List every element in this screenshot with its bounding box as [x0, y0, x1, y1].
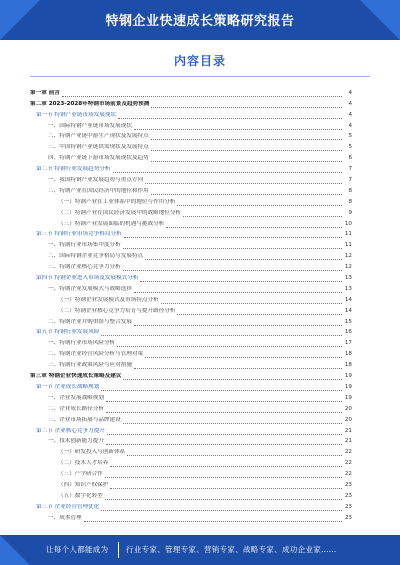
toc-entry[interactable] [30, 282, 352, 293]
toc-entry-page: 6 [348, 155, 352, 162]
toc-entry-label: 一、特钢企业发展模式与战略选择 [48, 285, 132, 292]
toc-leader-dots [118, 113, 342, 119]
toc-entry[interactable] [30, 173, 352, 184]
toc-entry-page: 23 [344, 481, 352, 488]
toc-entry-label: 二、特钢企业并购重组与整合发展 [48, 318, 132, 325]
toc-entry-page: 11 [344, 242, 352, 249]
toc-leader-dots [110, 483, 342, 489]
toc-entry-label: 第一节 特钢产业链市场发展现状 [36, 111, 117, 118]
toc-entry-page: 20 [344, 416, 352, 423]
toc-entry-label: 二、特钢产业链中游生产现状及发展特点 [48, 133, 149, 140]
toc-leader-dots [107, 429, 342, 435]
toc-entry-label: （二）特钢产业在国民经济发展中的战略地位分析 [58, 209, 182, 216]
toc-leader-dots [62, 91, 342, 97]
toc-entry[interactable] [30, 380, 352, 391]
toc-entry-page: 18 [344, 362, 352, 369]
toc-entry-page: 4 [348, 100, 352, 107]
toc-entry-page: 8 [348, 187, 352, 194]
toc-entry[interactable] [30, 217, 352, 228]
toc-entry-page: 23 [344, 503, 352, 510]
toc-leader-dots [101, 385, 342, 391]
toc-entry-page: 23 [344, 492, 352, 499]
toc-entry-page: 22 [344, 449, 352, 456]
toc-entry-label: 第五节 特钢行业发展风险 [36, 329, 100, 336]
toc-entry[interactable] [30, 228, 352, 239]
toc-entry-page: 13 [344, 285, 352, 292]
toc-leader-dots [134, 287, 342, 293]
footer-divider [118, 542, 119, 558]
toc-entry[interactable] [30, 369, 352, 380]
toc-entry-label: 第一章 前言 [30, 89, 60, 96]
toc-entry[interactable] [30, 500, 352, 511]
toc-entry-label: （四）知识产权保护 [58, 481, 109, 488]
toc-entry-label: 三、特钢企业核心竞争力分析 [48, 264, 121, 271]
toc-entry[interactable] [30, 489, 352, 500]
toc-entry[interactable] [30, 402, 352, 413]
toc-entry-label: 一、国际特钢产业链市场发展现状 [48, 122, 132, 129]
toc-entry-page: 5 [348, 133, 352, 140]
toc-entry-label: 第四节 特钢企业进入市场及发展模式分析 [36, 275, 139, 282]
toc-leader-dots [161, 298, 342, 304]
toc-entry[interactable] [30, 86, 352, 97]
toc-leader-dots [105, 494, 342, 500]
toc-entry-page: 12 [344, 264, 352, 271]
toc-entry[interactable] [30, 238, 352, 249]
toc-entry[interactable] [30, 271, 352, 282]
toc-heading: 内容目录 [173, 54, 226, 68]
toc-leader-dots [134, 363, 342, 369]
toc-entry-label: 二、特钢产业在国民经济中的地位和作用 [48, 187, 149, 194]
toc-leader-dots [124, 232, 342, 238]
toc-entry-label: 第二节 企业核心竞争力提升 [36, 427, 105, 434]
toc-entry[interactable] [30, 424, 352, 435]
toc-entry-label: （三）特钢产业发展面临的机遇与挑战分析 [58, 220, 165, 227]
footer-slogan-right: 行业专家、管理专家、营销专家、战略专家、成功企业家…… [126, 545, 337, 554]
toc-entry-page: 22 [344, 471, 352, 478]
toc-entry[interactable] [30, 347, 352, 358]
page-header [0, 0, 400, 40]
toc-entry-label: （五）数字化转型 [58, 492, 103, 499]
toc-entry[interactable] [30, 456, 352, 467]
toc-leader-dots [151, 145, 342, 151]
toc-leader-dots [151, 156, 342, 162]
toc-entry-label: 三、特钢行业政策风险与应对措施 [48, 362, 132, 369]
toc-entry-label: 一、特钢行业市场集中度分析 [48, 242, 121, 249]
toc-entry-page: 21 [344, 427, 352, 434]
toc-entry[interactable] [30, 478, 352, 489]
toc-entry-label: （三）产学研合作 [58, 471, 103, 478]
toc-entry[interactable] [30, 435, 352, 446]
toc-entry-page: 17 [344, 340, 352, 347]
toc-leader-dots [145, 178, 342, 184]
toc-entry[interactable] [30, 140, 352, 151]
toc-leader-dots [145, 352, 342, 358]
toc-entry[interactable] [30, 304, 352, 315]
toc-entry-page: 22 [344, 460, 352, 467]
toc-leader-dots [140, 276, 342, 282]
toc-entry-page: 11 [344, 231, 352, 238]
toc-entry-page: 14 [344, 307, 352, 314]
toc-entry[interactable] [30, 260, 352, 271]
toc-entry[interactable] [30, 130, 352, 141]
toc-entry-label: 三、企业市场拓展与品牌建设 [48, 416, 121, 423]
toc-leader-dots [101, 505, 342, 511]
toc-entry-page: 4 [348, 122, 352, 129]
toc-leader-dots [123, 243, 342, 249]
toc-entry-page: 19 [344, 373, 352, 380]
toc-leader-dots [106, 396, 342, 402]
toc-entry-label: 第二章 2023-2028年特钢市场前景及趋势预测 [30, 100, 150, 107]
toc-entry[interactable] [30, 97, 352, 108]
toc-entry-page: 18 [344, 351, 352, 358]
toc-entry-page: 5 [348, 144, 352, 151]
toc-entry[interactable] [30, 511, 352, 522]
toc-entry-label: （一）特钢企业发展模式及市场特点分析 [58, 296, 159, 303]
table-of-contents [30, 86, 352, 522]
toc-entry-label: 三、中国特钢产业链供需现状及发展特点 [48, 144, 149, 151]
toc-entry-page: 20 [344, 405, 352, 412]
toc-entry[interactable] [30, 467, 352, 478]
toc-leader-dots [123, 374, 342, 380]
toc-leader-dots [177, 200, 342, 206]
toc-entry[interactable] [30, 391, 352, 402]
footer-slogan-left: 让每个人都能成为 [46, 545, 109, 554]
toc-leader-dots [145, 254, 342, 260]
toc-entry-label: 二、特钢企业经营风险分析与管理对策 [48, 351, 144, 358]
toc-entry-page: 4 [348, 89, 352, 96]
toc-leader-dots [113, 167, 343, 173]
toc-leader-dots [117, 341, 342, 347]
toc-entry-label: （二）技术人才培养 [58, 460, 109, 467]
toc-entry-page: 16 [344, 329, 352, 336]
report-title: 特钢企业快速成长策略研究报告 [105, 14, 295, 29]
toc-entry[interactable] [30, 206, 352, 217]
toc-entry[interactable] [30, 413, 352, 424]
toc-entry[interactable] [30, 184, 352, 195]
toc-entry-label: 二、国际特钢企业竞争格局与发展特点 [48, 253, 144, 260]
toc-entry-label: 第一节 企业成长战略规划 [36, 383, 100, 390]
toc-entry-label: （二）特钢企业核心竞争力培育与提升路径分析 [58, 307, 176, 314]
toc-leader-dots [123, 265, 342, 271]
toc-entry-label: （一）研发投入与创新体系 [58, 449, 126, 456]
toc-divider [30, 76, 370, 77]
toc-entry-label: 一、我国特钢产业发展趋势与重点方向 [48, 177, 144, 184]
footer-corner [0, 535, 30, 565]
toc-leader-dots [134, 320, 342, 326]
toc-entry-page: 15 [344, 318, 352, 325]
toc-leader-dots [101, 330, 342, 336]
toc-leader-dots [151, 189, 342, 195]
toc-leader-dots [151, 102, 342, 108]
toc-entry-label: 第三节 企业经营管理优化 [36, 503, 100, 510]
toc-entry-page: 19 [344, 383, 352, 390]
toc-leader-dots [177, 309, 342, 315]
toc-leader-dots [183, 211, 342, 217]
toc-entry-page: 10 [344, 220, 352, 227]
toc-entry-label: 第三节 特钢行业市场竞争格局分析 [36, 231, 122, 238]
toc-entry[interactable] [30, 108, 352, 119]
toc-entry[interactable] [30, 358, 352, 369]
toc-leader-dots [106, 407, 342, 413]
toc-entry-label: 一、成本管理 [48, 514, 82, 521]
toc-entry-page: 13 [344, 275, 352, 282]
toc-entry-page: 19 [344, 394, 352, 401]
toc-entry-label: （一）特钢产业在工业体系中的地位与作用分析 [58, 198, 176, 205]
toc-entry-page: 7 [348, 166, 352, 173]
toc-leader-dots [105, 472, 342, 478]
toc-entry-page: 9 [348, 209, 352, 216]
toc-entry[interactable] [30, 336, 352, 347]
toc-leader-dots [110, 461, 342, 467]
toc-entry[interactable] [30, 445, 352, 456]
toc-leader-dots [127, 450, 342, 456]
toc-entry-label: 第二节 特钢行业发展趋势分析 [36, 166, 111, 173]
toc-entry[interactable] [30, 326, 352, 337]
toc-entry-page: 7 [348, 177, 352, 184]
toc-entry-label: 四、特钢产业链下游市场发展现状及趋势 [48, 155, 149, 162]
toc-entry[interactable] [30, 249, 352, 260]
toc-entry-page: 12 [344, 253, 352, 260]
toc-entry-page: 8 [348, 198, 352, 205]
toc-entry-label: 一、特钢行业市场风险分析 [48, 340, 116, 347]
toc-entry[interactable] [30, 195, 352, 206]
toc-entry[interactable] [30, 293, 352, 304]
toc-entry-label: 第三章 特钢企业快速成长策略及建议 [30, 373, 122, 380]
toc-entry-label: 二、企业成长路径分析 [48, 405, 104, 412]
toc-entry-page: 23 [344, 514, 352, 521]
toc-entry-page: 14 [344, 296, 352, 303]
page-footer [0, 535, 400, 565]
toc-leader-dots [84, 516, 342, 522]
toc-entry[interactable] [30, 151, 352, 162]
toc-leader-dots [151, 134, 342, 140]
toc-entry-label: 一、技术创新能力提升 [48, 438, 104, 445]
toc-entry-label: 一、企业发展战略规划 [48, 394, 104, 401]
toc-entry-page: 21 [344, 438, 352, 445]
toc-entry[interactable] [30, 119, 352, 130]
toc-entry[interactable] [30, 315, 352, 326]
toc-entry[interactable] [30, 162, 352, 173]
toc-leader-dots [166, 222, 342, 228]
toc-leader-dots [106, 439, 342, 445]
toc-entry-page: 4 [348, 111, 352, 118]
toc-leader-dots [134, 124, 342, 130]
toc-leader-dots [123, 418, 342, 424]
